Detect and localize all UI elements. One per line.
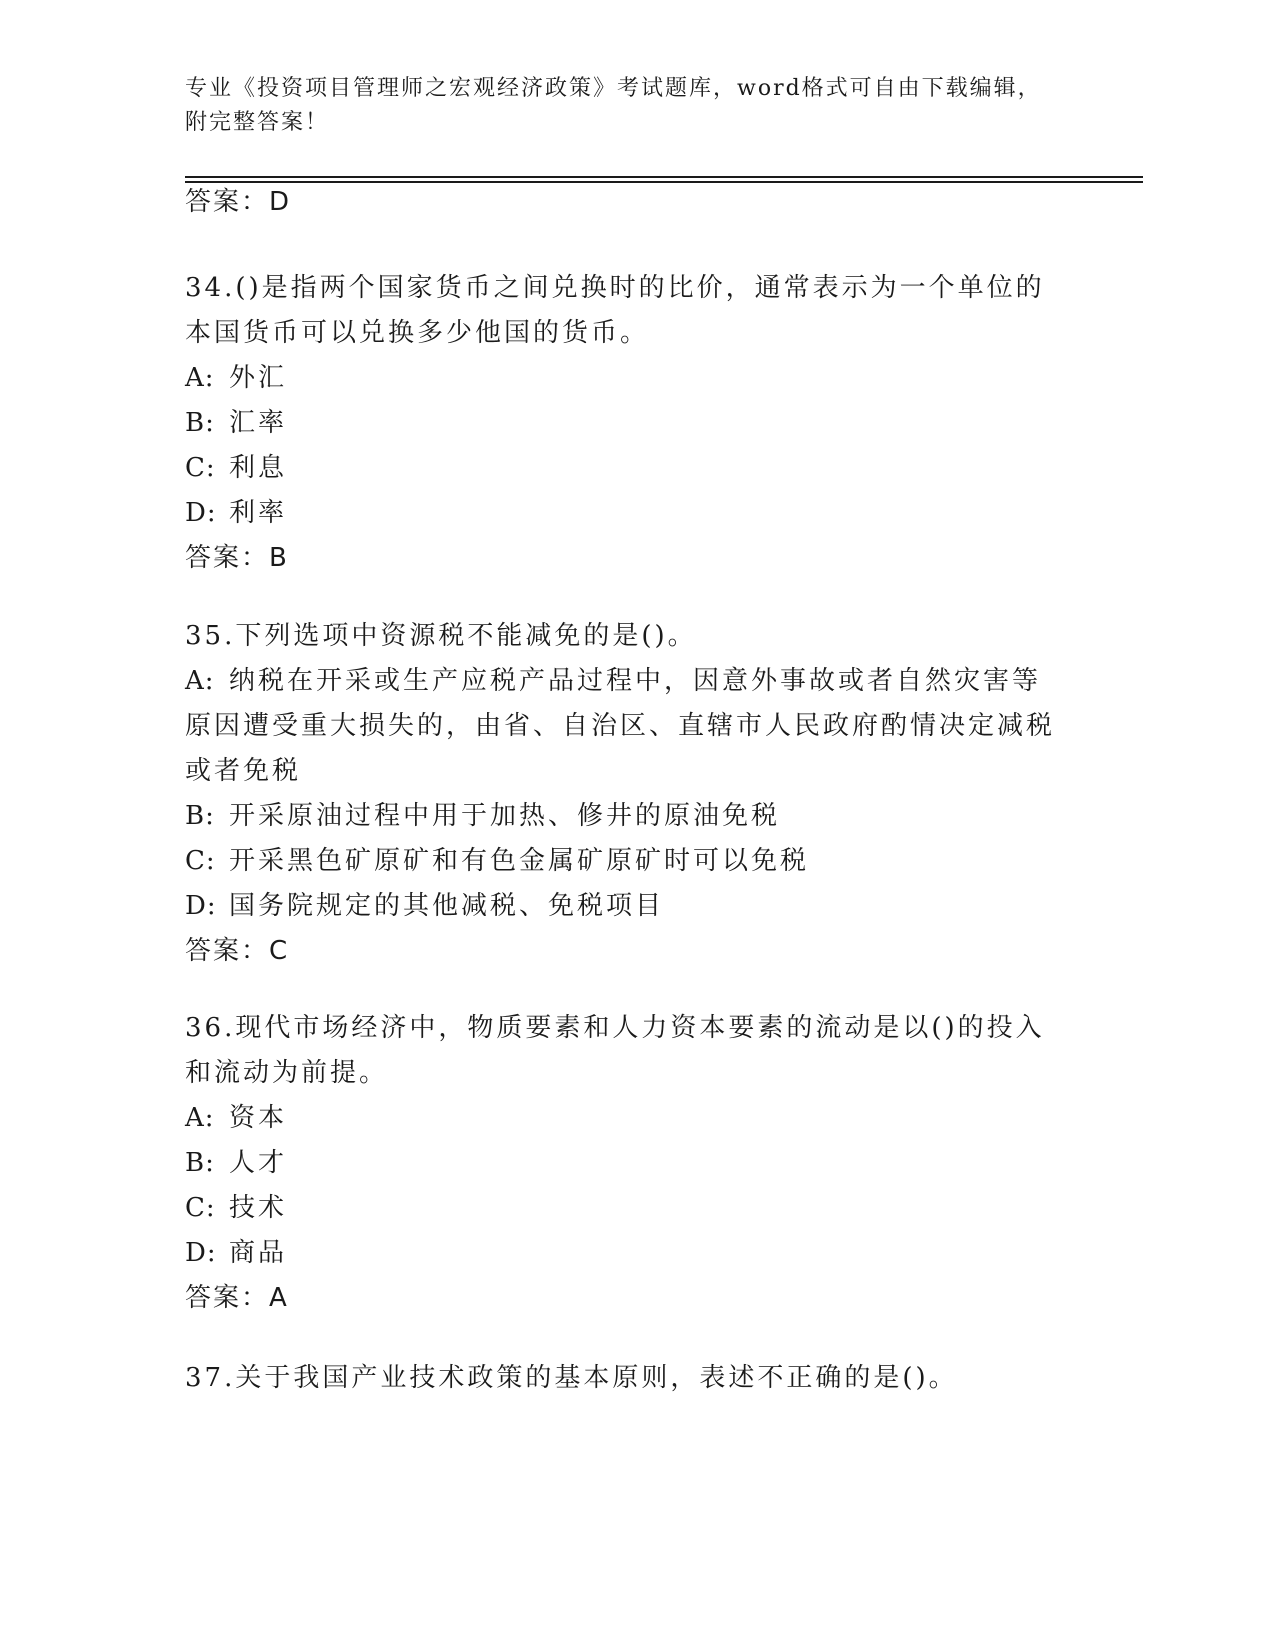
option-text: 人才 <box>229 1148 288 1178</box>
document-header: 专业《投资项目管理师之宏观经济政策》考试题库，word格式可自由下载编辑，附完整答案！ <box>185 76 1042 135</box>
answer-label: 答案：D <box>185 187 292 217</box>
option-letter: A: <box>185 666 215 696</box>
option-letter: B: <box>185 801 215 831</box>
option-c <box>185 1186 1065 1231</box>
option-d <box>185 1231 1065 1276</box>
option-letter: C: <box>185 1193 216 1223</box>
option-text: 利率 <box>229 498 288 528</box>
answer-label: 答案：C <box>185 936 290 966</box>
option-letter: C: <box>185 453 216 483</box>
option-text: 开采黑色矿原矿和有色金属矿原矿时可以免税 <box>229 846 810 876</box>
question-37 <box>185 1356 1065 1401</box>
option-b <box>185 794 1065 839</box>
option-b <box>185 401 1065 446</box>
option-text: 汇率 <box>229 408 288 438</box>
option-text: 商品 <box>229 1238 288 1268</box>
question-stem: 34.()是指两个国家货币之间兑换时的比价，通常表示为一个单位的本国货币可以兑换多少他国的货币。 <box>185 273 1045 348</box>
answer-label: 答案：B <box>185 543 289 573</box>
question-stem: 37.关于我国产业技术政策的基本原则，表述不正确的是()。 <box>185 1363 958 1393</box>
question-stem: 35.下列选项中资源税不能减免的是()。 <box>185 621 697 651</box>
option-text: 国务院规定的其他减税、免税项目 <box>229 891 665 921</box>
answer-label: 答案：A <box>185 1283 289 1313</box>
option-a <box>185 1096 1065 1141</box>
option-letter: A: <box>185 1103 215 1133</box>
option-c <box>185 446 1065 491</box>
option-d <box>185 884 1065 929</box>
header-rule-top <box>185 176 1143 178</box>
question-stem: 36.现代市场经济中，物质要素和人力资本要素的流动是以()的投入和流动为前提。 <box>185 1013 1045 1088</box>
option-a <box>185 356 1065 401</box>
question-34 <box>185 266 1065 576</box>
option-letter: B: <box>185 1148 215 1178</box>
option-letter: C: <box>185 846 216 876</box>
option-text: 资本 <box>229 1103 288 1133</box>
question-35 <box>185 614 1065 969</box>
option-a <box>185 659 1065 794</box>
option-letter: D: <box>185 891 217 921</box>
option-letter: D: <box>185 1238 217 1268</box>
option-text: 技术 <box>229 1193 288 1223</box>
option-text: 纳税在开采或生产应税产品过程中，因意外事故或者自然灾害等原因遭受重大损失的，由省、自治区、直辖市人民政府酌情决定减税或者免税 <box>185 666 1056 786</box>
option-b <box>185 1141 1065 1186</box>
option-letter: D: <box>185 498 217 528</box>
option-text: 利息 <box>229 453 288 483</box>
option-letter: A: <box>185 363 215 393</box>
question-36 <box>185 1006 1065 1316</box>
option-d <box>185 491 1065 536</box>
option-text: 开采原油过程中用于加热、修井的原油免税 <box>229 801 781 831</box>
option-letter: B: <box>185 408 215 438</box>
previous-answer-block <box>185 184 1065 220</box>
option-c <box>185 839 1065 884</box>
header-rule-bottom <box>185 181 1143 183</box>
option-text: 外汇 <box>229 363 288 393</box>
